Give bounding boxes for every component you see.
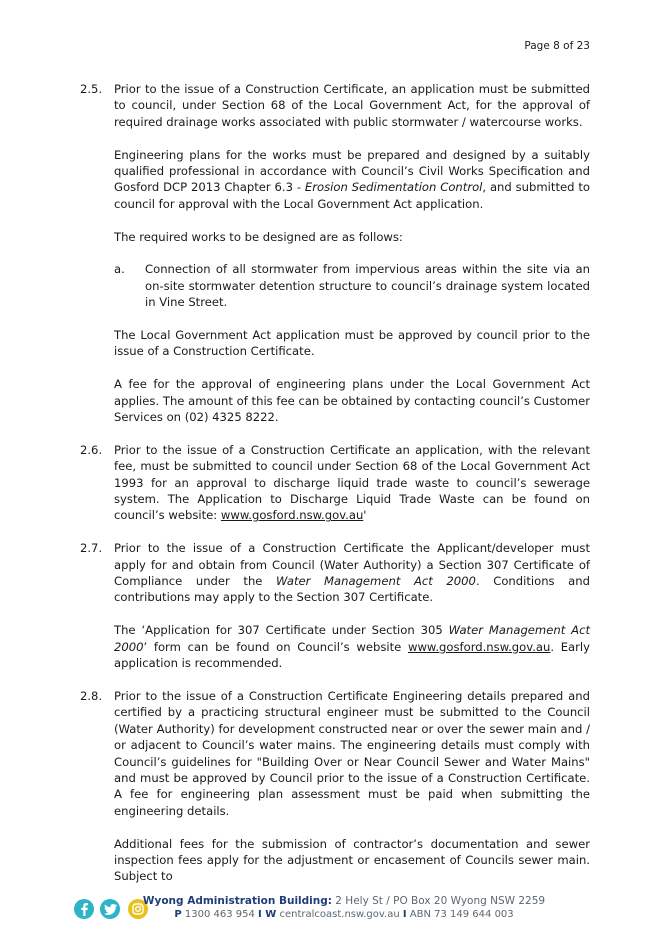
paragraph: The Local Government Act application must be approved by council prior to the issue of a Construction Certificate. (114, 328, 590, 359)
condition-2-5 (80, 81, 590, 425)
paragraph (114, 540, 590, 606)
condition-2-7 (80, 540, 590, 671)
text-run: Engineering plans for the works must be prepared and designed by a suitably qualified professional in accordance with Council’s Civil Works Specification and Gosford DCP 2013 Chapter 6.3 - (114, 147, 590, 195)
paragraph: Prior to the issue of a Construction Certificate Engineering details prepared and certified by a practicing structural engineer must be submitted to the Council (Water Authority) for development constructed near or over the sewer main and / or adjacent to Council’s water mains. The engineering details must comply with Council’s guidelines for "Building Over or Near Council Sewer and Water Mains" and must be approved by Council prior to the issue of a Construction Certificate. A fee for engineering plan assessment must be paid when submitting the engineering details. (114, 688, 590, 818)
paragraph: Connection of all stormwater from impervious areas within the site via an on-site stormwater detention structure to council’s drainage system located in Vine Street. (145, 262, 590, 310)
website-text[interactable]: centralcoast.nsw.gov.au (276, 909, 403, 920)
condition-2-8 (80, 688, 590, 885)
footer-contacts (74, 908, 614, 922)
address-text: 2 Hely St / PO Box 20 Wyong NSW 2259 (331, 895, 546, 907)
paragraph: Prior to the issue of a Construction Certificate, an application must be submitted to council, under Section 68 of the Local Government Act, for the approval of required drainage works associated with public stormwater / watercourse works. (114, 82, 590, 129)
condition-number: 2.8. (80, 688, 103, 703)
footer-address (74, 894, 614, 908)
text-run: ’ form can be found on Council’s website (143, 639, 408, 654)
paragraph (114, 442, 590, 524)
paragraph: Additional fees for the submission of contractor’s documentation and sewer inspection fees apply for the adjustment or encasement of Councils sewer main. Subject to (114, 836, 590, 884)
text-run: ' (363, 508, 367, 523)
sub-item-a (114, 261, 590, 310)
sub-item-letter: a. (114, 262, 125, 277)
text-run: . Conditions and contributions may apply to the Section 307 Certificate. (114, 574, 590, 605)
text-run: Prior to the issue of a Construction Certificate the Applicant/developer must apply for and obtain from Council (Water Authority) a Section 307 Certificate of Compliance under the (114, 541, 590, 589)
text-run: The ‘Application for 307 Certificate under Section 305 (114, 623, 449, 638)
italic-text: Water Management Act 2000 (276, 574, 476, 589)
abn-text: ABN 73 149 644 003 (406, 909, 514, 920)
page-footer (74, 894, 614, 926)
page-number: Page 8 of 23 (524, 40, 590, 52)
paragraph (114, 147, 590, 213)
italic-text: Erosion Sedimentation Control (304, 180, 483, 195)
condition-number: 2.5. (80, 82, 103, 96)
text-run: , and submitted to council for approval with the Local Government Act application. (114, 180, 590, 211)
text-run: . Early application is recommended. (114, 639, 590, 671)
separator: I (258, 909, 262, 920)
paragraph (114, 622, 590, 671)
text-run: Prior to the issue of a Construction Certificate an application, with the relevant fee, must be submitted to council under Section 68 of the Local Government Act 1993 for an approval to discharge liquid trade waste to council’s sewerage system. The Application to Discharge Liquid Trade Waste can be found on council’s website: (114, 442, 590, 523)
condition-2-6 (80, 442, 590, 524)
italic-text: Water Management Act 2000 (114, 623, 590, 654)
document-body (80, 81, 590, 901)
phone-label: P (174, 909, 182, 920)
phone-number: 1300 463 954 (181, 909, 259, 920)
web-label: W (261, 909, 277, 920)
separator: I (402, 909, 407, 920)
condition-number: 2.7. (80, 541, 103, 556)
website-link[interactable]: www.gosford.nsw.gov.au (220, 508, 364, 523)
paragraph: The required works to be designed are as follows: (114, 229, 403, 244)
condition-number: 2.6. (80, 442, 103, 457)
paragraph: A fee for the approval of engineering plans under the Local Government Act applies. The amount of this fee can be obtained by contacting council’s Customer Services on (02) 4325 8222. (114, 377, 590, 425)
website-link[interactable]: www.gosford.nsw.gov.au (407, 639, 551, 654)
building-label: Wyong Administration Building: (142, 895, 332, 907)
